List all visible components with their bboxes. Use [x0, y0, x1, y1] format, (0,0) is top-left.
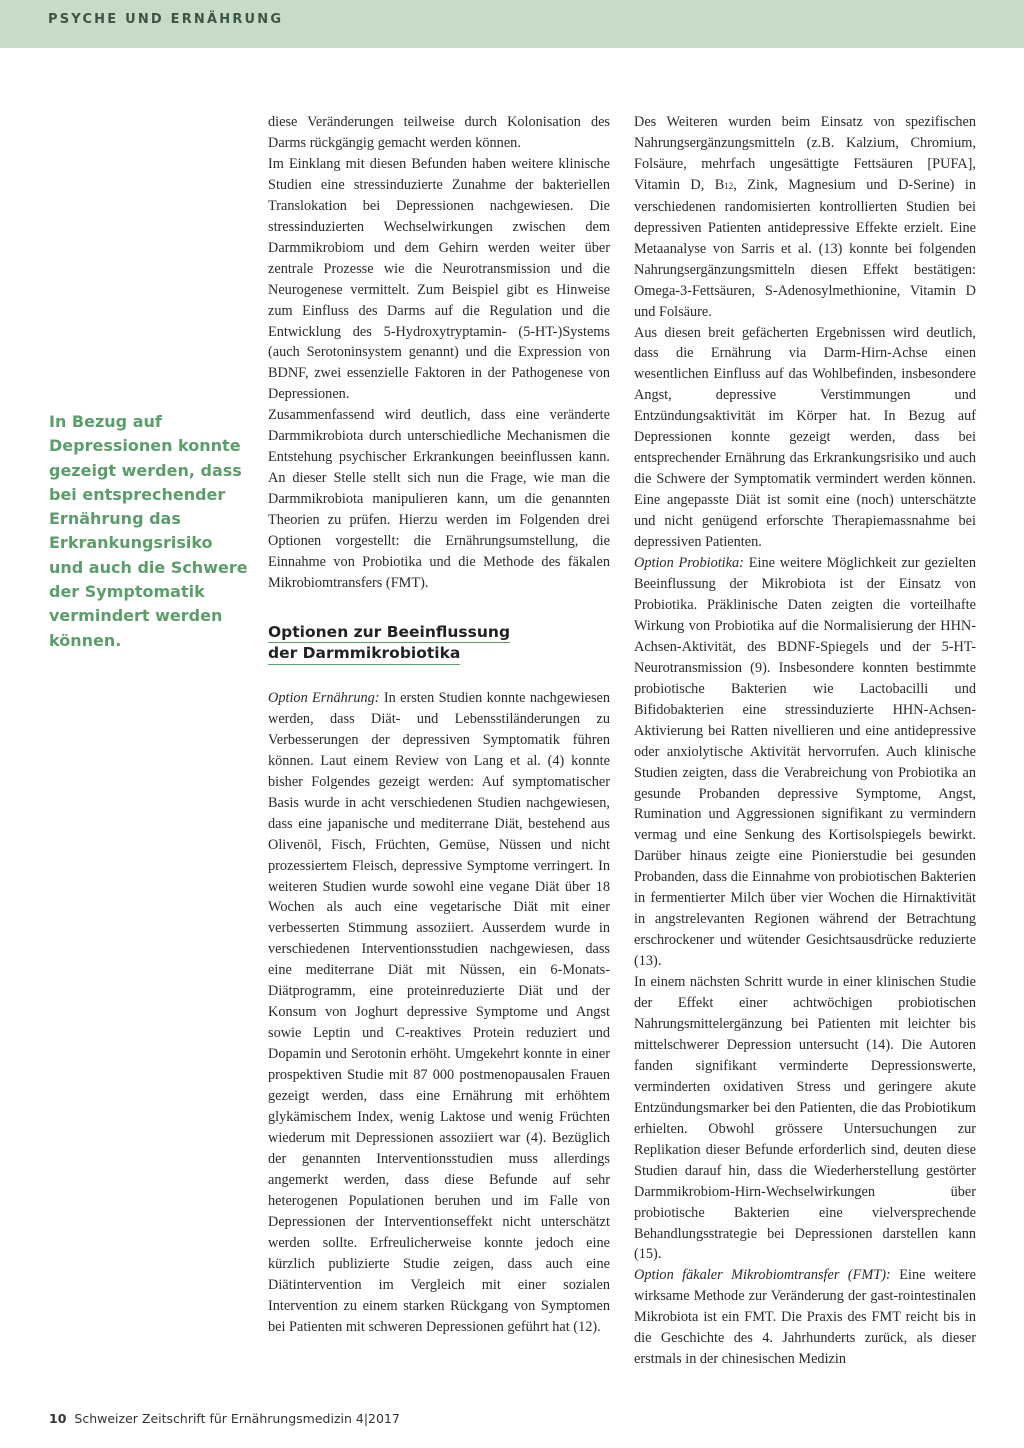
paragraph [634, 112, 976, 323]
right-column [634, 112, 976, 1370]
paragraph [634, 1265, 976, 1370]
section-label: PSYCHE UND ERNÄHRUNG [48, 12, 284, 27]
header-band [0, 0, 1024, 48]
paragraph: Zusammenfassend wird deutlich, dass eine veränderte Darmmikrobiota durch unterschiedliche Mechanismen die Entstehung psychischer Erkrankungen beeinflussen kann. An dieser Stelle stellt sich nun die Frage, wie man die Darmmikrobiota manipulieren kann, um die genannten Theorien zu prüfen. Hierzu werden im Folgenden drei Optionen vorgestellt: die Ernährungsumstellung, die Einnahme von Probiotika und die Methode des fäkalen Mikrobiomtransfers (FMT). [268, 407, 610, 591]
option-lead: Option Probiotika: [634, 555, 744, 572]
subscript: 12 [724, 180, 734, 191]
paragraph-text: Des Weiteren wurden beim Einsatz von spezifischen Nahrungsergänzungsmitteln (z.B. Kalzium, Chromium, Folsäure, mehrfach ungesättigte Fettsäuren [PUFA], Vitamin D, B [634, 114, 976, 193]
paragraph [268, 688, 610, 1338]
paragraph: In einem nächsten Schritt wurde in einer klinischen Studie der Effekt einer achtwöchigen probiotischen Nahrungsmittelergänzung bei Patienten mit leichter bis mittelschwerer Depression untersucht (14). Die Autoren fanden signifikant verminderte Depressionswerte, verminderten oxidativen Stress und geringere akute Entzündungsmarker bei den Patienten, die das Probiotikum erhielten. Obwohl grössere Untersuchungen zur Replikation dieser Befunde erforderlich sind, deuten diese Studien darauf hin, dass die Wiederherstellung gestörter Darmmikrobiom-Hirn-Wechselwirkungen über probiotische Bakterien eine vielversprechende Behandlungsstrategie bei Depressionen darstellen kann (15). [634, 974, 976, 1263]
pull-quote: In Bezug auf Depressionen konnte gezeigt werden, dass bei entsprechender Ernährung das Erkrankungsrisiko und auch die Schwere der Symptomatik vermindert werden können. [49, 412, 248, 650]
paragraph [634, 553, 976, 972]
paragraph: diese Veränderungen teilweise durch Kolonisation des Darms rückgängig gemacht werden können. [268, 114, 610, 151]
paragraph-text: , Zink, Magnesium und D-Serine) in verschiedenen randomisierten kontrollierten Studien bei depressiven Patienten antidepressive Effekte erzielt. Eine Metaanalyse von Sarris et al. (13) konnte bei folgenden Nahrungsergänzungsmitteln diesen Effekt bestätigen: Omega-3-Fettsäuren, S-Adenosylmethionine, Vitamin D und Folsäure. [634, 176, 976, 320]
option-lead: Option fäkaler Mikrobiomtransfer (FMT): [634, 1267, 891, 1284]
section-heading [268, 622, 610, 665]
page-footer [49, 1411, 400, 1426]
paragraph-text: Eine weitere wirksame Methode zur Veränderung der gast-rointestinalen Mikrobiota ist ein FMT. Die Praxis des FMT reicht bis in die Geschichte des 4. Jahrhunderts zurück, als dieser erstmals in der chinesischen Medizin [634, 1267, 976, 1368]
section-heading-line: der Darmmikrobiotika [268, 643, 460, 665]
option-lead: Option Ernährung: [268, 689, 380, 706]
paragraph-text: In ersten Studien konnte nachgewiesen werden, dass Diät- und Lebensstiländerungen zu Verbesserungen der depressiven Symptomatik führen können. Laut einem Review von Lang et al. (4) konnte bisher Folgendes gezeigt werden: Auf symptomatischer Basis wurde in acht verschiedenen Studien nachgewiesen, dass eine japanische und mediterrane Diät, bestehend aus Olivenöl, Fisch, Früchten, Gemüse, Nüssen und nicht prozessiertem Fleisch, depressive Symptome verringert. In weiteren Studien wurde sowohl eine vegane Diät über 18 Wochen als auch eine vegetarische Diät mit einer verbesserten Stimmung assoziiert. Ausserdem wurde in verschiedenen Interventionsstudien nachgewiesen, dass eine mediterrane Diät mit Nüssen, ein 6-Monats-Diätprogramm, eine proteinreduzierte Diät und der Konsum von Joghurt depressive Symptome und Angst sowie Leptin und C-reaktives Protein reduziert und Dopamin und Serotonin erhöht. Umgekehrt konnte in einer prospektiven Studie mit 87 000 postmenopausalen Frauen gezeigt werden, dass eine Ernährung mit erhöhtem glykämischem Index, wenig Laktose und wenig Früchten wiederum mit Depressionen assoziiert war (4). Bezüglich der genannten Interventionsstudien muss allerdings angemerkt werden, dass diese Befunde auf sehr heterogenen Populationen beruhen und im Falle von Depressionen der Interventionseffekt nicht unterschätzt werden sollte. Erfreulicherweise konnte jedoch eine kürzlich publizierte Studie zeigen, dass auch eine Diätintervention im Vergleich mit einer sozialen Intervention zu einem starken Rückgang von Symptomen bei Patienten mit schweren Depressionen geführt hat (12). [268, 689, 610, 1335]
section-heading-line: Optionen zur Beeinflussung [268, 622, 510, 644]
paragraph: Im Einklang mit diesen Befunden haben weitere klinische Studien eine stressinduzierte Zunahme der bakteriellen Translokation bei Depressionen nachgewiesen. Die stressinduzierten Wechselwirkungen zwischen dem Darmmikrobiom und dem Gehirn werden weiter über zentrale Prozesse wie die Neurotransmission und die Neurogenese vermittelt. Zum Beispiel gibt es Hinweise zum Einfluss des Darms auf die Regulation und die Entwicklung des 5-Hydroxytryptamin- (5-HT-)Systems (auch Serotoninsystem genannt) und die Expression von BDNF, zwei essenzielle Faktoren in der Pathogenese von Depressionen. [268, 155, 610, 403]
paragraph: Aus diesen breit gefächerten Ergebnissen wird deutlich, dass die Ernährung via Darm-Hirn-Achse einen wesentlichen Einfluss auf das Wohlbefinden, insbesondere Angst, depressive Verstimmungen und Entzündungsaktivität im Körper hat. In Bezug auf Depressionen konnte gezeigt werden, dass bei entsprechender Ernährung das Erkrankungsrisiko und auch die Schwere der Symptomatik vermindert werden können. Eine angepasste Diät ist somit eine (noch) unterschätzte und nicht genügend erforschte Therapiemassnahme bei depressiven Patienten. [634, 324, 976, 551]
middle-column [268, 112, 610, 1337]
page-number: 10 [49, 1411, 67, 1426]
paragraph-text: Eine weitere Möglichkeit zur gezielten Beeinflussung der Mikrobiota ist der Einsatz von Probiotika. Präklinische Daten zeigten die vorteilhafte Wirkung von Probiotika auf die Normalisierung der HHN-Achsen-Aktivität, des BDNF-Spiegels und der 5-HT-Neurotransmission (9). Insbesondere konnten bestimmte probiotische Bakterien wie Lactobacilli und Bifidobakterien eine stressinduzierte HHN-Achsen-Aktivierung bei Ratten nivellieren und eine antidepressive oder anxiolytische Aktivität hervorrufen. Auch klinische Studien zeigten, dass die Verabreichung von Probiotika an gesunde Probanden depressive Symptome, Angst, Rumination und Aggressionen signifikant zu vermindern vermag und eine Senkung des Kortisolspiegels bewirkt. Darüber hinaus zeigte eine Pionierstudie bei gesunden Probanden, dass die Einnahme von probiotischen Bakterien in fermentierter Milch über vier Wochen die Hirnaktivität in angstrelevanten Regionen während der Betrachtung erschrockener und wütender Gesichtsausdrücke reduzierte (13). [634, 555, 977, 970]
journal-title: Schweizer Zeitschrift für Ernährungsmedizin 4|2017 [74, 1411, 400, 1426]
